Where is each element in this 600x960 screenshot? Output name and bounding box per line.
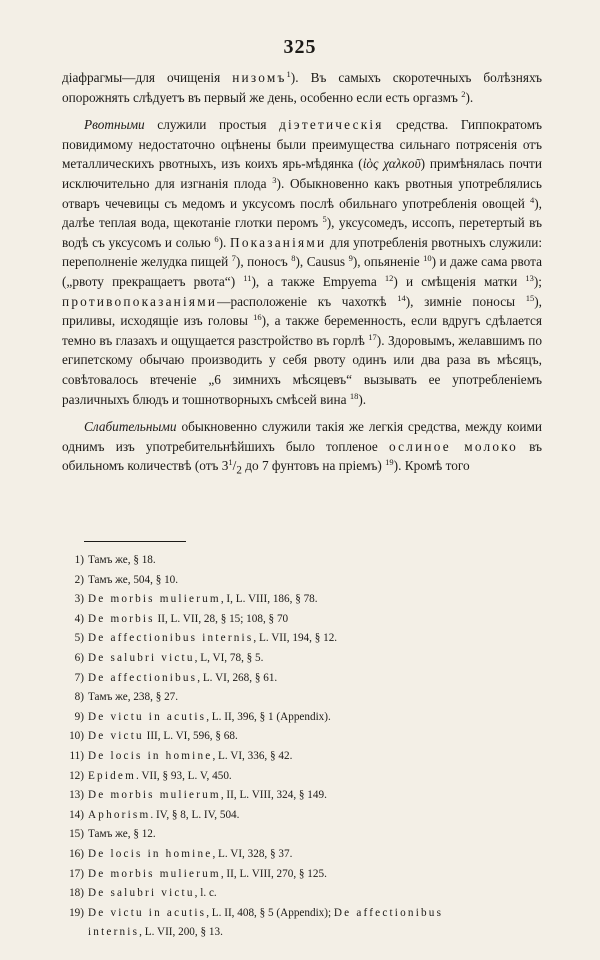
footnote-number: 15) xyxy=(69,828,84,841)
text-run: , L. VII, 200, § 13. xyxy=(139,926,223,939)
footnote-item xyxy=(62,629,542,649)
footnote-number: 10) xyxy=(69,730,84,743)
footnote-number: 19) xyxy=(69,906,84,919)
italic-text: ἰὸς χαλκοῦ xyxy=(362,156,421,172)
text-run: , II, L. VIII, 324, § 149. xyxy=(220,789,327,802)
spaced-text: Aphorism xyxy=(88,808,151,821)
spaced-text: ослиное молоко xyxy=(388,438,519,454)
footnote-item xyxy=(62,747,542,767)
footnote-item xyxy=(62,786,542,806)
footnote-ref: 2 xyxy=(461,88,466,99)
footnote-item xyxy=(62,610,542,630)
footnote-number: 2) xyxy=(74,573,84,586)
text-run: , I, L. VIII, 186, § 78. xyxy=(220,593,318,606)
footnote-ref: 1 xyxy=(286,69,291,79)
footnote-item xyxy=(62,688,542,708)
spaced-text: противопоказаніями xyxy=(62,293,218,309)
text-run: ) и смѣщенія матки xyxy=(393,273,526,289)
sub-text: 2 xyxy=(236,464,242,477)
text-run: въ обильномъ количествѣ (отъ 3 xyxy=(62,438,542,474)
text-run: ). xyxy=(218,234,231,250)
spaced-text: De locis in homine xyxy=(88,749,213,762)
italic-text: Слабительными xyxy=(84,419,177,435)
text-run: ) и даже сама рвота („рвоту прекращаетъ рвота“) xyxy=(62,254,542,289)
footnote-number: 7) xyxy=(74,671,84,684)
footnote-item xyxy=(62,551,542,571)
paragraph xyxy=(62,417,542,481)
paragraph xyxy=(62,68,542,107)
spaced-text: низомъ xyxy=(232,70,287,85)
footnote-ref: 9 xyxy=(348,253,353,264)
spaced-text: De affectionibus xyxy=(333,906,444,919)
text-run: ); xyxy=(533,273,542,289)
footnote-number: 16) xyxy=(69,847,84,860)
text-run: , L. VII, 194, § 12. xyxy=(253,632,338,645)
text-run: ). xyxy=(465,89,474,105)
spaced-text: De salubri victu xyxy=(88,887,195,900)
footnote-ref: 6 xyxy=(214,233,219,244)
footnote-item xyxy=(62,649,542,669)
footnote-number: 17) xyxy=(69,867,84,880)
text-run: служили простыя xyxy=(144,117,280,133)
text-run: , L. VI, 336, § 42. xyxy=(212,749,293,762)
text-run: , L, VI, 78, § 5. xyxy=(194,651,264,664)
footnote-number: 12) xyxy=(69,769,84,782)
footnote-item xyxy=(62,923,542,943)
text-run: средства. Гиппократомъ повидимому недостаточно оцѣнены были преимущества сильнаго потрясенія отъ металлическихъ рвотныхъ, изъ коихъ ярь-мѣдянка ( xyxy=(62,117,542,172)
footnote-ref: 4 xyxy=(529,194,535,205)
text-run: , L. VI, 328, § 37. xyxy=(212,847,293,860)
text-run: Тамъ же, 238, § 27. xyxy=(88,691,179,704)
spaced-text: De morbis mulierum xyxy=(88,867,221,880)
spaced-text: De morbis mulierum xyxy=(88,789,221,802)
spaced-text: De victu in acutis xyxy=(88,906,207,919)
footnote-ref: 12 xyxy=(384,272,394,283)
text-run: , L. II, 396, § 1 (Appendix). xyxy=(206,710,331,723)
footnote-ref: 5 xyxy=(322,214,327,225)
spaced-text: діэтетическія xyxy=(279,117,384,133)
footnote-ref: 16 xyxy=(253,312,262,323)
footnote-item xyxy=(62,669,542,689)
footnote-ref: 7 xyxy=(231,253,236,264)
text-run: ). xyxy=(358,391,367,407)
footnote-ref: 10 xyxy=(423,253,432,264)
footnote-ref: 14 xyxy=(397,292,406,303)
spaced-text: De affectionibus internis xyxy=(88,632,254,645)
paragraph xyxy=(62,115,542,409)
page-number: 325 xyxy=(283,36,317,58)
text-run: —расположеніе къ чахоткѣ xyxy=(217,293,398,309)
spaced-text: De locis in homine xyxy=(88,847,213,860)
footnote-item xyxy=(62,708,542,728)
footnote-item xyxy=(62,767,542,787)
footnotes xyxy=(62,551,542,943)
spaced-text: De morbis xyxy=(88,612,155,625)
text-run: обыкновенно служили такія же легкія средства, между коими однимъ изъ употребительнѣйшихъ было топленое xyxy=(62,419,542,454)
text-run: ). Здоровымъ, желавшимъ по египетскому обычаю производить у себя рвоту одинъ или два раза въ мѣсяцъ, совѣтовалось втеченіе „6 зимнихъ мѣсяцевъ“ вызывать ее употребленіемъ различныхъ блюдъ и тошнотворныхъ смѣсей вина xyxy=(62,332,542,407)
footnote-number: 13) xyxy=(69,789,84,802)
footnote-number: 18) xyxy=(69,887,84,900)
footnote-item xyxy=(62,727,542,747)
spaced-text: De morbis mulierum xyxy=(88,593,221,606)
footnote-number: 11) xyxy=(69,749,84,762)
spaced-text: Показаніями xyxy=(230,234,327,250)
text-run: . IV, § 8, L. IV, 504. xyxy=(150,808,240,821)
footnote-number: 3) xyxy=(74,593,84,606)
text-run: ), а также Empyema xyxy=(251,273,385,289)
text-run: , L. VI, 268, § 61. xyxy=(197,671,278,684)
footnote-ref: 17 xyxy=(368,331,377,342)
footnote-ref: 11 xyxy=(243,272,252,283)
text-run: , l. c. xyxy=(194,887,217,900)
spaced-text: De victu xyxy=(88,730,144,743)
footnote-ref: 13 xyxy=(525,272,534,283)
footnote-item xyxy=(62,845,542,865)
spaced-text: De victu in acutis xyxy=(88,710,207,723)
text-run: / xyxy=(232,458,237,474)
footnote-divider xyxy=(84,541,186,542)
text-run: ). Въ самыхъ скоротечныхъ болѣзняхъ опорожнять слѣдуетъ въ первый же день, особенно если есть оргазмъ xyxy=(62,70,542,105)
footnote-number: 6) xyxy=(74,651,84,664)
text-run: ), поносъ xyxy=(235,254,292,270)
italic-text: Рвотными xyxy=(84,117,145,133)
text-run: Тамъ же, 504, § 10. xyxy=(88,573,179,586)
text-run: . VII, § 93, L. V, 450. xyxy=(136,769,232,782)
text-run: до 7 фунтовъ на пріемъ) xyxy=(241,458,386,474)
text-run: , II, L. VIII, 270, § 125. xyxy=(220,867,327,880)
spaced-text: internis xyxy=(88,926,140,939)
text-run: ), а также беременность, если вдругъ сдѣлается темно въ глазахъ и ощущается разстройство въ горлѣ xyxy=(62,313,542,348)
text-run: ). Кромѣ того xyxy=(393,458,470,474)
text-run: III, L. VI, 596, § 68. xyxy=(143,730,238,743)
spaced-text: Epidem xyxy=(88,769,136,782)
text-run: ), уксусомедъ, иссопъ, перетертый въ водѣ съ уксусомъ и солью xyxy=(62,215,542,250)
footnote-ref: 18 xyxy=(349,390,359,401)
spaced-text: De affectionibus xyxy=(88,671,198,684)
text-run: ), далѣе теплая вода, щекотаніе глотки перомъ xyxy=(62,195,542,231)
footnote-number: 14) xyxy=(69,808,84,821)
text-run: для употребленія рвотныхъ служили: переполненіе желудка пищей xyxy=(62,234,543,270)
footnote-item xyxy=(62,884,542,904)
footnote-ref: 1 xyxy=(228,457,233,468)
footnote-item xyxy=(62,904,542,924)
text-run: ), зимніе поносы xyxy=(405,293,526,309)
footnote-item xyxy=(62,825,542,845)
text-run: Тамъ же, § 18. xyxy=(88,554,156,566)
text-run: II, L. VII, 28, § 15; 108, § 70 xyxy=(154,612,289,625)
footnote-item xyxy=(62,806,542,826)
footnote-number: 8) xyxy=(74,691,84,704)
text-run: ), Causus xyxy=(295,254,349,270)
main-text xyxy=(62,68,542,482)
footnote-number: 9) xyxy=(74,710,84,723)
footnote-item xyxy=(62,865,542,885)
text-run: , L. II, 408, § 5 (Appendix); xyxy=(206,906,334,919)
footnote-number: 4) xyxy=(74,612,84,625)
footnote-item xyxy=(62,590,542,610)
footnote-ref: 3 xyxy=(272,174,277,185)
footnote-number: 5) xyxy=(74,632,84,645)
footnote-ref: 15 xyxy=(525,292,535,303)
spaced-text: De salubri victu xyxy=(88,651,195,664)
text-run: ), приливы, исходящіе изъ головы xyxy=(62,293,542,329)
text-run: ). Обыкновенно какъ рвотныя употреблялись отваръ чечевицы съ медомъ и уксусомъ послѣ обильнаго употребленія овощей xyxy=(62,175,542,211)
footnote-number: 1) xyxy=(74,554,84,566)
text-run: діафрагмы—для очищенія xyxy=(62,70,233,85)
text-run: Тамъ же, § 12. xyxy=(88,828,156,841)
footnote-ref: 8 xyxy=(291,253,296,264)
text-run: ) примѣнялась почти исключительно для изгнанія плода xyxy=(62,156,542,191)
footnote-item xyxy=(62,571,542,591)
footnote-ref: 19 xyxy=(385,457,394,468)
text-run: ), опьяненіе xyxy=(352,254,424,270)
